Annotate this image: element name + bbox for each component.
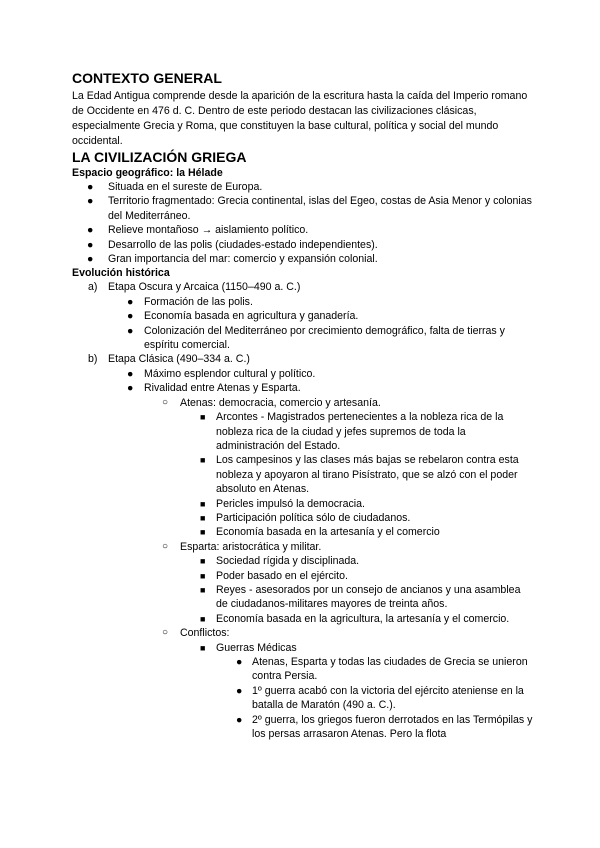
- guerras-medicas-title: Guerras Médicas: [216, 641, 297, 654]
- list-item-text: 1º guerra acabó con la victoria del ejército ateniense en la batalla de Maratón (490 a. C.).: [252, 684, 524, 712]
- list-item: [72, 238, 534, 252]
- list-item: [72, 583, 534, 612]
- bullet-icon: ●: [87, 253, 94, 266]
- heading-contexto-general: CONTEXTO GENERAL: [72, 70, 222, 86]
- list-item: [72, 453, 534, 496]
- etapa-a-heading: [72, 280, 534, 294]
- bullet-icon: ●: [87, 181, 94, 193]
- bullet-icon: ●: [87, 195, 94, 208]
- list-marker-a: a): [88, 281, 98, 294]
- circle-bullet-icon: ○: [162, 627, 169, 639]
- square-bullet-icon: ■: [200, 556, 206, 567]
- heading-civilizacion-griega: LA CIVILIZACIÓN GRIEGA: [72, 149, 247, 165]
- document-content: [72, 70, 534, 741]
- list-item: [72, 410, 534, 453]
- list-item: [72, 497, 534, 511]
- list-item-text: Máximo esplendor cultural y político.: [144, 367, 316, 380]
- list-item-text: Relieve montañoso → aislamiento político.: [108, 224, 309, 237]
- etapa-a-title: Etapa Oscura y Arcaica (1150–490 a. C.): [108, 281, 301, 294]
- list-item-text: Participación política sólo de ciudadanos.: [216, 511, 411, 524]
- list-item-text: Economía basada en agricultura y ganadería.: [144, 310, 359, 323]
- list-item: [72, 194, 534, 223]
- list-item-text: Reyes - asesorados por un consejo de ancianos y una asamblea de ciudadanos-militares mayores de treinta años.: [216, 583, 521, 611]
- esparta-title: Esparta: aristocrática y militar.: [180, 540, 322, 553]
- list-item: [72, 324, 534, 353]
- list-item: [72, 655, 534, 684]
- list-item-text: Los campesinos y las clases más bajas se rebelaron contra esta nobleza y apoyaron al tirano Pisístrato, que se alzó con el poder absoluto en Atenas.: [216, 454, 519, 496]
- atenas-title: Atenas: democracia, comercio y artesanía.: [180, 396, 381, 409]
- etapa-b-heading: [72, 352, 534, 366]
- square-bullet-icon: ■: [200, 412, 206, 423]
- list-item-text: Gran importancia del mar: comercio y expansión colonial.: [108, 253, 378, 266]
- esparta-heading: [72, 540, 534, 554]
- bullet-icon: ●: [127, 382, 134, 395]
- conflictos-title: Conflictos:: [180, 627, 230, 640]
- list-item-text: Territorio fragmentado: Grecia continental, islas del Egeo, costas de Asia Menor y colonias del Mediterráneo.: [108, 195, 532, 222]
- list-item: [72, 612, 534, 626]
- square-bullet-icon: ■: [200, 498, 206, 509]
- conflictos-heading: [72, 626, 534, 640]
- list-item: [72, 525, 534, 539]
- bullet-icon: ●: [236, 656, 243, 668]
- list-item-text: Rivalidad entre Atenas y Esparta.: [144, 382, 301, 395]
- list-item-text: Arcontes - Magistrados pertenecientes a la nobleza rica de la nobleza rica de la ciudad y jefes supremos de toda la administración del Estado.: [216, 411, 504, 452]
- list-item: [72, 295, 534, 309]
- list-item: [72, 309, 534, 323]
- heading-evolucion-historica: Evolución histórica: [72, 267, 170, 280]
- bullet-icon: ●: [236, 713, 243, 726]
- square-bullet-icon: ■: [200, 613, 206, 624]
- bullet-icon: ●: [127, 295, 134, 308]
- bullet-icon: ●: [127, 367, 134, 380]
- circle-bullet-icon: ○: [162, 396, 169, 408]
- bullet-icon: ●: [87, 224, 94, 237]
- square-bullet-icon: ■: [200, 570, 206, 581]
- list-item: [72, 684, 534, 713]
- bullet-icon: ●: [127, 310, 134, 323]
- list-item-text: 2º guerra, los griegos fueron derrotados en las Termópilas y los persas arrasaron Atenas. Pero la flota: [252, 713, 533, 741]
- circle-bullet-icon: ○: [162, 540, 169, 552]
- paragraph-contexto: La Edad Antigua comprende desde la aparición de la escritura hasta la caída del Imperio romano de Occidente en 476 d. C. Dentro de este periodo destacan las civilizaciones clásicas, especialmente Grecia y Roma, que constituyen la base cultural, política y social del mundo occidental.: [72, 90, 528, 147]
- square-bullet-icon: ■: [200, 642, 206, 653]
- bullet-icon: ●: [236, 684, 243, 697]
- list-item-text: Colonización del Mediterráneo por crecimiento demográfico, falta de tierras y espíritu comercial.: [144, 324, 505, 352]
- list-item-text: Economía basada en la artesanía y el comercio: [216, 526, 440, 539]
- bullet-icon: ●: [87, 238, 94, 251]
- heading-espacio-geografico: Espacio geográfico: la Hélade: [72, 167, 223, 179]
- list-item: [72, 713, 534, 742]
- atenas-heading: [72, 396, 534, 410]
- list-item-text: Formación de las polis.: [144, 295, 253, 308]
- square-bullet-icon: ■: [200, 512, 206, 523]
- list-marker-b: b): [88, 353, 98, 366]
- list-item-text: Desarrollo de las polis (ciudades-estado independientes).: [108, 238, 378, 251]
- guerras-medicas-heading: [72, 641, 534, 655]
- square-bullet-icon: ■: [200, 527, 206, 538]
- list-item: [72, 252, 534, 266]
- list-espacio: [72, 180, 534, 266]
- list-item: [72, 367, 534, 381]
- list-item-text: Economía basada en la agricultura, la artesanía y el comercio.: [216, 612, 510, 625]
- list-item: [72, 554, 534, 568]
- list-item: [72, 569, 534, 583]
- list-item: [72, 381, 534, 395]
- list-item: [72, 511, 534, 525]
- list-item-text: Atenas, Esparta y todas las ciudades de Grecia se unieron contra Persia.: [252, 656, 528, 683]
- bullet-icon: ●: [127, 324, 134, 337]
- list-item-text: Pericles impulsó la democracia.: [216, 497, 365, 510]
- etapa-b-title: Etapa Clásica (490–334 a. C.): [108, 353, 250, 366]
- list-item-text: Situada en el sureste de Europa.: [108, 181, 263, 193]
- list-item-text: Poder basado en el ejército.: [216, 569, 348, 582]
- square-bullet-icon: ■: [200, 584, 206, 595]
- square-bullet-icon: ■: [200, 455, 206, 466]
- list-item: [72, 180, 534, 194]
- list-item: [72, 223, 534, 237]
- list-item-text: Sociedad rígida y disciplinada.: [216, 555, 360, 568]
